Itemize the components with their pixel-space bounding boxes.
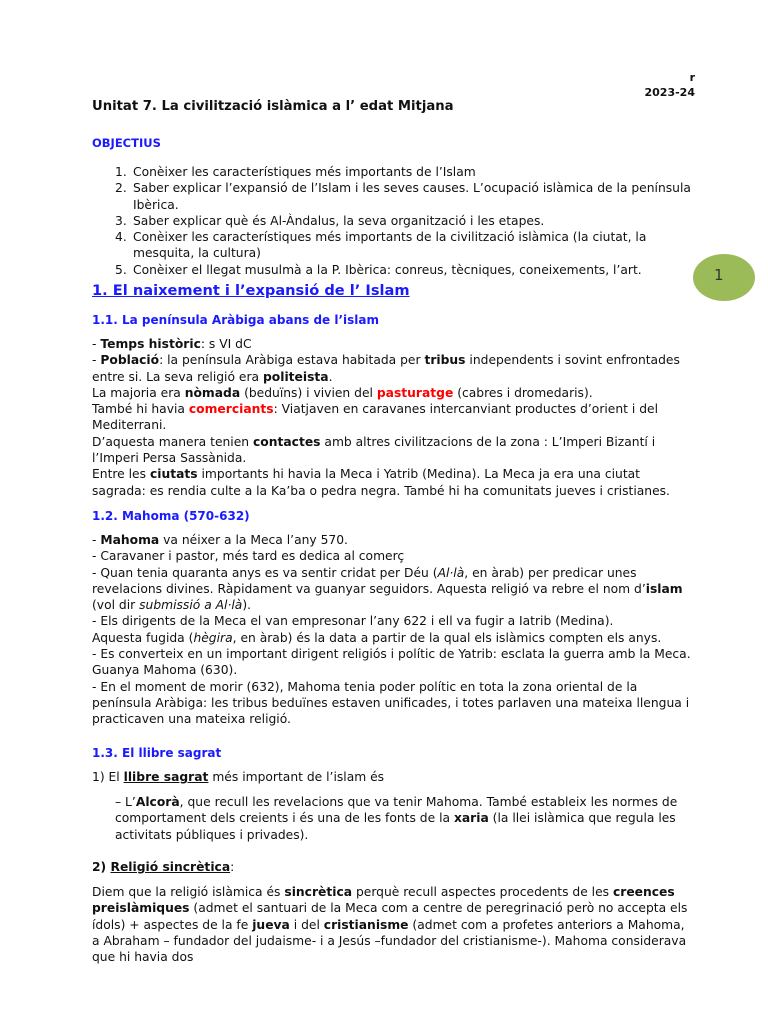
- header-meta: [645, 70, 696, 100]
- section-1-2-body: [92, 532, 696, 728]
- syncretic-paragraph: Diem que la religió islàmica és sincrètica perquè recull aspectes procedents de les creences preislàmiques (admet el santuari de la Meca com a centre de peregrinació però no accepta els ídols) + aspectes de la fe jueva i del cristianisme (admet com a profetes anteriors a Mahoma, a Abraham – fundador del judaisme- i a Jesús –fundador del cristianisme-). Mahoma considerava que hi havia dos: [92, 885, 688, 965]
- text-line: - Quan tenia quaranta anys es va sentir cridat per Déu (Al·là, en àrab) per predicar unes revelacions divines. Ràpidament va guanyar seguidors. Aquesta religió va rebre el nom d’islam (vol dir submissió a Al·là).: [92, 565, 683, 613]
- objective-text: Conèixer les característiques més importants de la civilització islàmica (la ciutat, la mesquita, la cultura): [133, 230, 647, 261]
- sacred-book-term: llibre sagrat: [123, 770, 209, 784]
- text-line: - Mahoma va néixer a la Meca l’any 570.: [92, 533, 348, 547]
- objective-item: [92, 262, 692, 278]
- header-corner-mark: r: [689, 71, 695, 84]
- sacred-book-line: 1) El llibre sagrat més important de l’islam és: [92, 770, 385, 784]
- objective-text: Saber explicar què és Al-Àndalus, la seva organització i les etapes.: [133, 213, 545, 228]
- quran-description: – L’Alcorà, que recull les revelacions que va tenir Mahoma. També estableix les normes de comportament dels creients i és una de les fonts de la xaria (la llei islàmica que regula les activitats públiques i privades).: [115, 795, 678, 842]
- objective-number: 2.: [115, 181, 127, 196]
- section-1-heading: 1. El naixement i l’expansió de l’ Islam: [92, 282, 410, 299]
- objective-text: Conèixer les característiques més importants de l’Islam: [133, 165, 476, 179]
- syncretic-term: Religió sincrètica: [110, 860, 231, 874]
- page-number-badge: [693, 254, 755, 301]
- syncretic-heading: 2) Religió sincrètica:: [92, 860, 235, 874]
- objective-number: 4.: [115, 230, 127, 245]
- page-number: 1: [714, 266, 724, 284]
- text-line: Aquesta fugida (hègira, en àrab) és la data a partir de la qual els islàmics compten els anys.: [92, 630, 662, 645]
- text-line: També hi havia comerciants: Viatjaven en caravanes intercanviant productes d’orient i del Mediterrani.: [92, 402, 658, 433]
- objective-item: [92, 229, 692, 262]
- section-1-3-heading: 1.3. El llibre sagrat: [92, 746, 222, 760]
- objective-number: 1.: [115, 165, 127, 179]
- text-line: - En el moment de morir (632), Mahoma tenia poder polític en tota la zona oriental de la península Aràbiga: les tribus beduïnes estaven unificades, i totes parlaven una mateixa llengua i practicaven una mateixa religió.: [92, 679, 690, 727]
- text-line: - Es converteix en un important dirigent religiós i polític de Yatrib: esclata la guerra amb la Meca. Guanya Mahoma (630).: [92, 647, 691, 678]
- text-line: D’aquesta manera tenien contactes amb altres civilitzacions de la zona : L’Imperi Bizantí i l’Imperi Persa Sassànida.: [92, 434, 656, 466]
- objective-number: 5.: [115, 262, 127, 277]
- text-line: - Caravaner i pastor, més tard es dedica al comerç: [92, 549, 405, 564]
- section-1-1-body: [92, 336, 696, 499]
- objective-item: [92, 213, 692, 229]
- objective-text: Conèixer el llegat musulmà a la P. Ibèrica: conreus, tècniques, coneixements, l’art.: [133, 262, 642, 277]
- document-title: Unitat 7. La civilització islàmica a l’ edat Mitjana: [92, 99, 454, 114]
- text-line: - Temps històric: s VI dC: [92, 337, 252, 351]
- objective-item: [92, 180, 692, 213]
- objectives-list: [92, 164, 692, 278]
- objective-text: Saber explicar l’expansió de l’Islam i les seves causes. L’ocupació islàmica de la península Ibèrica.: [133, 181, 691, 212]
- text-line: - Els dirigents de la Meca el van empresonar l’any 622 i ell va fugir a Iatrib (Medina).: [92, 614, 614, 629]
- section-1-1-heading: 1.1. La península Aràbiga abans de l’islam: [92, 313, 379, 327]
- text-line: Entre les ciutats importants hi havia la Meca i Yatrib (Medina). La Meca ja era una ciutat sagrada: es rendia culte a la Ka’ba o pedra negra. També hi ha comunitats jueves i cristianes.: [92, 467, 670, 498]
- objective-number: 3.: [115, 213, 127, 228]
- objectives-heading: OBJECTIUS: [92, 136, 161, 150]
- text-line: - Població: la península Aràbiga estava habitada per tribus independents i sovint enfrontades entre si. La seva religió era politeista.: [92, 353, 680, 384]
- text-line: La majoria era nòmada (beduïns) i vivien del pasturatge (cabres i dromedaris).: [92, 385, 593, 400]
- school-year: 2023-24: [644, 86, 695, 99]
- objective-item: [92, 164, 692, 180]
- section-1-2-heading: 1.2. Mahoma (570-632): [92, 509, 250, 523]
